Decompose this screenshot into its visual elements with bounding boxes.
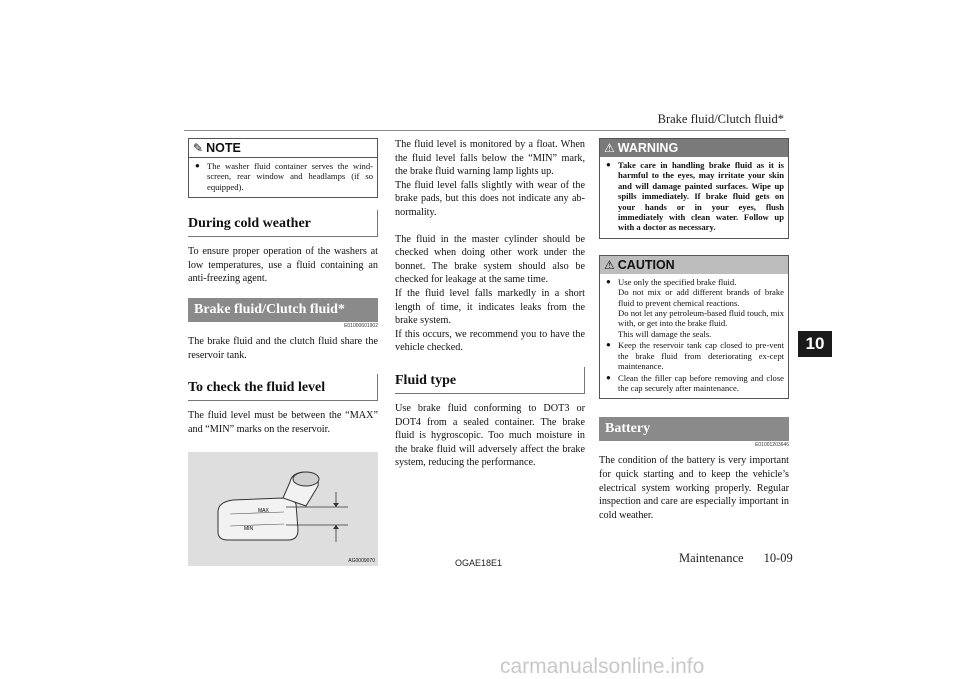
caution-title: CAUTION (617, 257, 675, 272)
heading-check-level: To check the fluid level (188, 374, 378, 401)
bullet-icon: ● (195, 161, 200, 170)
column-3 (599, 138, 789, 522)
reservoir-illustration (188, 452, 378, 566)
heading-cold-weather: During cold weather (188, 210, 378, 237)
warning-triangle-icon: ⚠ (604, 141, 615, 155)
bullet-icon: ● (606, 276, 611, 286)
caution-item: ● Keep the reservoir tank cap closed to pre-vent the brake fluid from deteriorating ex-cept maintenance. (606, 340, 784, 372)
max-label: MAX (258, 508, 269, 515)
col2-paragraph-5: If this occurs, we recommend you to have the vehicle checked. (395, 328, 585, 354)
col2-paragraph-2: The fluid level falls slightly with wear of the brake pads, but this does not indicate any ab-normality. (395, 179, 585, 218)
warning-title: WARNING (617, 141, 679, 155)
watermark: carmanualsonline.info (500, 655, 705, 678)
caution-title-bar (600, 256, 788, 274)
column-1 (188, 138, 378, 566)
figure-code: AG0009070 (348, 558, 375, 565)
note-item: ● The washer fluid container serves the wind-screen, rear window and headlamps (if so equipped). (195, 161, 373, 192)
footer-page-number: 10-09 (763, 551, 793, 565)
heading-battery: Battery (599, 417, 789, 441)
note-list (189, 161, 377, 192)
warning-list (600, 160, 788, 233)
reservoir-figure (188, 452, 378, 566)
note-title-bar (189, 139, 377, 158)
caution-box (599, 255, 789, 399)
note-box (188, 138, 378, 198)
battery-code: E01001203646 (755, 442, 789, 449)
caution-triangle-icon: ⚠ (604, 257, 615, 272)
fluid-type-text: Use brake fluid conforming to DOT3 or DOT4 from a sealed container. The brake fluid is hygroscopic. Too much moisture in the brake fluid will adversely affect the brake system, reducing the performance. (395, 402, 585, 469)
col2-paragraph-4: If the fluid level falls markedly in a short length of time, it indicates leaks from the brake system. (395, 287, 585, 327)
column-2 (395, 138, 585, 470)
col2-paragraph-1: The fluid level is monitored by a float. When the fluid level falls below the “MIN” mark, the brake fluid warning lamp lights up. (395, 139, 585, 178)
warning-box (599, 138, 789, 239)
note-title: NOTE (206, 141, 241, 155)
section-tab: 10 (798, 331, 832, 357)
bullet-icon: ● (606, 340, 611, 350)
check-level-text: The fluid level must be between the “MAX” and “MIN” marks on the reservoir. (188, 410, 378, 435)
cold-weather-text: To ensure proper operation of the washers at low temperatures, use a fluid containing an anti-freezing agent. (188, 246, 378, 285)
caution-item: ● Use only the specified brake fluid. Do not mix or add different brands of brake fluid to prevent chemical reactions. Do not let any petroleum-based fluid touch, mix with, or get into the brake fluid. This will damage the seals. (606, 276, 784, 339)
footer-page-ref (679, 551, 793, 566)
caution-list (600, 277, 788, 393)
bullet-icon: ● (606, 160, 611, 169)
heading-fluid-type: Fluid type (395, 367, 585, 394)
footer-section: Maintenance (679, 551, 744, 565)
footer-code: OGAE18E1 (455, 558, 503, 568)
warning-item: ● Take care in handling brake fluid as it is harmful to the eyes, may irritate your skin and will damage painted surfaces. Wipe up spills immediately. If brake fluid gets on your hands or in your eyes, flush immediately with clean water. Follow up with a doctor as necessary. (606, 160, 784, 233)
col2-paragraph-3: The fluid in the master cylinder should be checked when doing other work under the bonnet. The brake system should also be checked for leakage at the same time. (395, 233, 585, 286)
warning-title-bar (600, 139, 788, 157)
caution-item: ● Clean the filler cap before removing and close the cap securely after maintenance. (606, 372, 784, 393)
note-icon: ✎ (193, 141, 204, 155)
heading-brake-fluid: Brake fluid/Clutch fluid* (188, 298, 378, 322)
header-rule (184, 130, 786, 131)
running-head: Brake fluid/Clutch fluid* (657, 112, 784, 126)
brake-fluid-code: E01000601902 (344, 323, 378, 329)
brake-fluid-text: The brake fluid and the clutch fluid share the reservoir tank. (188, 336, 378, 361)
min-label: MIN (244, 526, 254, 533)
battery-text: The condition of the battery is very important for quick starting and to keep the vehicle’s electrical system working properly. Regular inspection and care are especially important in cold weather. (599, 455, 789, 521)
bullet-icon: ● (606, 372, 611, 382)
